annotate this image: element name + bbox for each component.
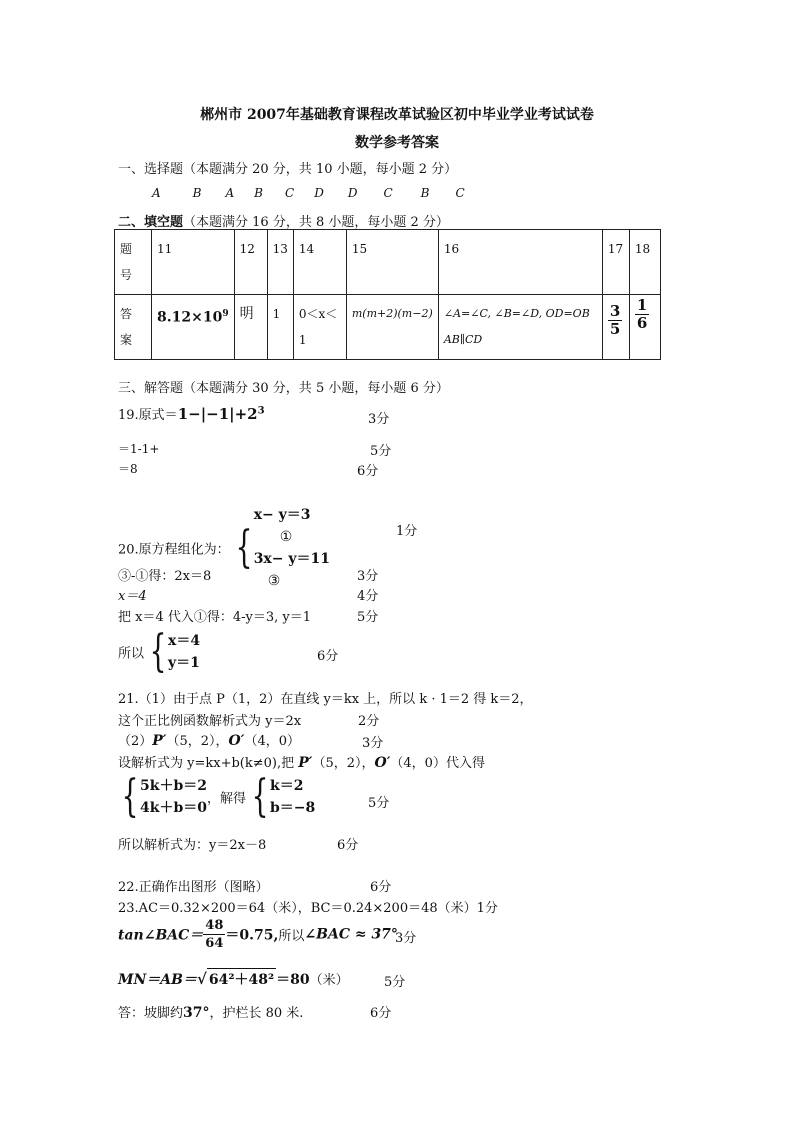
answer-18-fraction: $\frac{1}{6}$ (636, 296, 648, 332)
choice-answer-8: C (383, 186, 393, 200)
q21-line3: （2）P′（5，2），O′（4，0） (118, 733, 300, 749)
q23-answer: 答：坡脚约37°，护栏长 80 米. (118, 1005, 304, 1021)
q20-system: 20.原方程组化为： { x− y＝3 ① 3x− y＝11 ③ (118, 507, 330, 589)
q23-line1: 23.AC＝0.32×200＝64（米），BC＝0.24×200＝48（米）1分 (118, 901, 498, 916)
choice-answer-2: B (192, 186, 202, 200)
document-title: 郴州市 2007年基础教育课程改革试验区初中毕业学业考试试卷 (200, 107, 594, 123)
answer-16: ∠A=∠C, ∠B=∠D, OD=OB AB∥CD (438, 295, 602, 360)
q21-score-2: 3分 (362, 736, 384, 751)
q20-line4: 把 x＝4 代入①得：4-y＝3, y＝1 (118, 610, 312, 625)
choice-answer-3: A (225, 186, 235, 200)
q21-line4: 设解析式为 y=kx+b(k≠0),把 P′（5，2），O′（4，0）代入得 (118, 755, 485, 771)
q23-score-1: 3分 (395, 931, 417, 946)
q20-score-5: 6分 (317, 649, 339, 664)
fill-in-answer-table (114, 229, 661, 360)
col-13: 13 (267, 230, 293, 295)
answer-17-fraction: $\frac{3}{5}$ (609, 302, 621, 338)
choice-answer-1: A (152, 186, 161, 200)
col-16: 16 (438, 230, 602, 295)
answer-17 (602, 295, 629, 360)
q19-score-1: 3分 (368, 412, 390, 427)
q23-score-2: 5分 (384, 975, 406, 990)
col-12: 12 (234, 230, 267, 295)
q20-solution: 所以 { x＝4 y＝1 (118, 626, 201, 677)
q20-line2: ③-①得：2x＝8 (118, 569, 212, 584)
section2-heading (118, 211, 449, 230)
choice-answer-10: C (455, 186, 465, 200)
choice-answer-4: B (254, 186, 263, 200)
section2-heading-rest: （本题满分 16 分，共 8 小题，每小题 2 分） (183, 215, 449, 230)
q20-score-4: 5分 (357, 610, 379, 625)
q20-score-2: 3分 (357, 569, 379, 584)
choice-answer-7: D (347, 186, 358, 200)
col-15: 15 (346, 230, 438, 295)
q19-line3: ＝8 (118, 462, 138, 476)
q21-score-4: 6分 (337, 838, 359, 853)
q23-score-3: 6分 (370, 1006, 392, 1021)
q21-line2: 这个正比例函数解析式为 y＝2x (118, 714, 302, 729)
q20-score-3: 4分 (357, 589, 379, 604)
section2-heading-bold: 二、填空题 (118, 215, 184, 230)
q21-score-3: 5分 (368, 796, 390, 811)
q19-line2: ＝1-1+ (118, 442, 160, 456)
choice-answer-5: C (285, 186, 295, 200)
section1-heading: 一、选择题（本题满分 20 分，共 10 小题，每小题 2 分） (118, 162, 458, 177)
col-17: 17 (602, 230, 629, 295)
choice-answer-6: D (314, 186, 324, 200)
col-11: 11 (152, 230, 235, 295)
answer-18 (629, 295, 660, 360)
q21-line1: 21.（1）由于点 P（1，2）在直线 y＝kx 上，所以 k · 1＝2 得 k＝2， (118, 692, 533, 707)
answer-13: 1 (267, 295, 293, 360)
q21-score-1: 2分 (358, 714, 380, 729)
q21-system: { 5k＋b＝2 4k＋b＝0 ，解得 { k＝2 b＝−8 (121, 771, 316, 822)
q19-score-3: 6分 (357, 464, 379, 479)
table-row-numbers (115, 230, 661, 295)
answer-12: 明 (234, 295, 267, 360)
q19-line1: 19.原式$=1-|-1|+2^3$ (118, 405, 265, 423)
choice-answer-9: B (420, 186, 430, 200)
document-subtitle: 数学参考答案 (355, 135, 439, 151)
q19-score-2: 5分 (370, 444, 392, 459)
q23-mn-line: MN＝AB＝√ 64²＋48² ＝80（米） (118, 970, 349, 988)
q23-tan-line: tan∠BAC＝ $\frac{48}{64}$ ＝0.75,所以∠BAC ≈ 37° (118, 918, 398, 951)
section3-heading: 三、解答题（本题满分 30 分，共 5 小题，每小题 6 分） (118, 381, 449, 396)
answer-11: $8.12\times 10^9$ (152, 295, 235, 360)
q22-line1: 22.正确作出图形（图略） (118, 880, 269, 895)
row-label-answer: 答 案 (115, 295, 152, 360)
choice-answers (152, 186, 465, 200)
q21-line6: 所以解析式为：y＝2x－8 (118, 838, 267, 853)
row-label-number: 题 号 (115, 230, 152, 295)
answer-15: m(m+2)(m−2) (346, 295, 438, 360)
q22-score: 6分 (370, 880, 392, 895)
q20-line3: x＝4 (118, 589, 147, 604)
col-18: 18 (629, 230, 660, 295)
q20-score-1: 1分 (396, 524, 418, 539)
table-row-answers (115, 295, 661, 360)
col-14: 14 (293, 230, 346, 295)
answer-14: 0＜x＜ 1 (293, 295, 346, 360)
